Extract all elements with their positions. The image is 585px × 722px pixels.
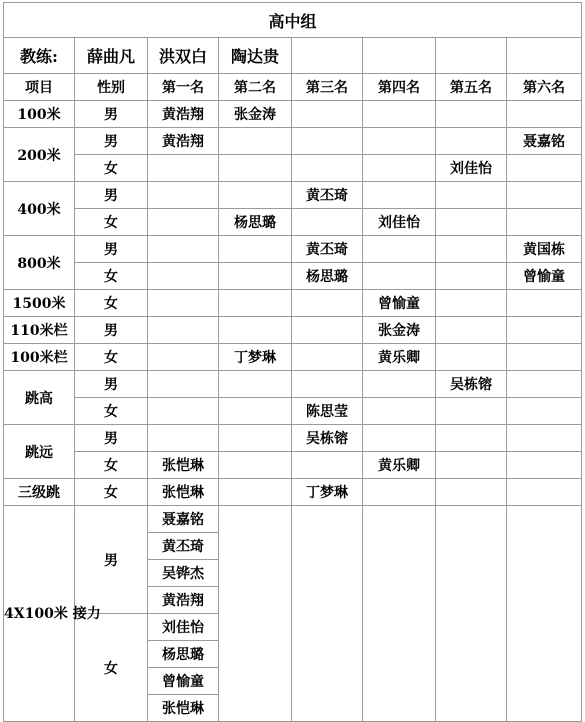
result-cell: 吴栋镕 (436, 371, 507, 398)
result-cell (363, 263, 436, 290)
result-cell (436, 101, 507, 128)
gender-cell: 女 (75, 290, 148, 317)
result-cell: 吴栋镕 (292, 425, 363, 452)
result-cell (219, 317, 292, 344)
result-cell (363, 398, 436, 425)
event-name: 200米 (4, 128, 75, 182)
gender-cell: 女 (75, 209, 148, 236)
result-cell (292, 344, 363, 371)
result-cell (507, 479, 582, 506)
result-cell (292, 290, 363, 317)
result-cell: 张金涛 (363, 317, 436, 344)
table-row (4, 236, 582, 263)
result-cell (507, 452, 582, 479)
event-name: 100米 (4, 101, 75, 128)
relay-member: 黄丕琦 (148, 533, 219, 560)
coach-name: 薛曲凡 (75, 38, 148, 74)
result-cell: 黄乐卿 (363, 452, 436, 479)
table-row (4, 101, 582, 128)
gender-cell: 男 (75, 101, 148, 128)
column-header: 性别 (75, 74, 148, 101)
result-cell: 刘佳怡 (363, 209, 436, 236)
result-cell (436, 398, 507, 425)
result-cell (436, 263, 507, 290)
result-cell: 黄乐卿 (363, 344, 436, 371)
event-name: 1500米 (4, 290, 75, 317)
result-cell (363, 425, 436, 452)
result-cell: 黄浩翔 (148, 101, 219, 128)
table-row (4, 317, 582, 344)
result-cell (436, 425, 507, 452)
result-cell (292, 317, 363, 344)
result-cell (436, 317, 507, 344)
result-cell (219, 236, 292, 263)
table-title: 高中组 (4, 3, 582, 38)
result-cell: 张恺琳 (148, 452, 219, 479)
result-cell (219, 263, 292, 290)
column-header: 第一名 (148, 74, 219, 101)
result-cell (436, 479, 507, 506)
empty-cell (363, 506, 436, 722)
table-row (4, 425, 582, 452)
result-cell (507, 344, 582, 371)
gender-cell: 男 (75, 371, 148, 398)
result-cell (363, 101, 436, 128)
relay-member: 刘佳怡 (148, 614, 219, 641)
column-header: 第五名 (436, 74, 507, 101)
result-cell (507, 155, 582, 182)
result-cell (219, 290, 292, 317)
result-cell (219, 371, 292, 398)
result-cell (219, 479, 292, 506)
event-name: 100米栏 (4, 344, 75, 371)
result-cell (363, 155, 436, 182)
result-cell: 刘佳怡 (436, 155, 507, 182)
gender-cell: 女 (75, 452, 148, 479)
result-cell: 聂嘉铭 (507, 128, 582, 155)
result-cell (219, 398, 292, 425)
result-cell (219, 182, 292, 209)
gender-cell: 男 (75, 128, 148, 155)
table-row (4, 128, 582, 155)
result-cell: 张金涛 (219, 101, 292, 128)
coach-name: 洪双白 (148, 38, 219, 74)
result-cell (148, 344, 219, 371)
table-row (4, 371, 582, 398)
table-row (4, 398, 582, 425)
empty-cell (507, 506, 582, 722)
gender-cell: 男 (75, 317, 148, 344)
gender-cell: 男 (75, 506, 148, 614)
relay-member: 曾愉童 (148, 668, 219, 695)
table-row (4, 344, 582, 371)
column-header: 第二名 (219, 74, 292, 101)
result-cell (148, 263, 219, 290)
result-cell (219, 425, 292, 452)
table-row (4, 290, 582, 317)
event-name: 400米 (4, 182, 75, 236)
result-cell (292, 101, 363, 128)
empty-cell (292, 38, 363, 74)
table-row (4, 182, 582, 209)
results-table (3, 2, 582, 722)
empty-cell (507, 38, 582, 74)
result-cell (436, 452, 507, 479)
result-cell (436, 290, 507, 317)
result-cell (436, 209, 507, 236)
result-cell (507, 101, 582, 128)
empty-cell (436, 38, 507, 74)
result-cell: 黄丕琦 (292, 182, 363, 209)
result-cell (436, 128, 507, 155)
table-row (4, 263, 582, 290)
result-cell (507, 290, 582, 317)
result-cell (292, 209, 363, 236)
result-cell (507, 182, 582, 209)
column-header: 项目 (4, 74, 75, 101)
result-cell (507, 371, 582, 398)
result-cell (363, 371, 436, 398)
result-cell (292, 371, 363, 398)
result-cell: 杨思璐 (219, 209, 292, 236)
relay-member: 吴铧杰 (148, 560, 219, 587)
relay-member: 黄浩翔 (148, 587, 219, 614)
relay-member: 杨思璐 (148, 641, 219, 668)
header-row (4, 74, 582, 101)
result-cell (507, 425, 582, 452)
gender-cell: 女 (75, 263, 148, 290)
result-cell: 黄国栋 (507, 236, 582, 263)
gender-cell: 男 (75, 425, 148, 452)
table-row (4, 506, 582, 533)
column-header: 第四名 (363, 74, 436, 101)
empty-cell (436, 506, 507, 722)
table-row (4, 209, 582, 236)
gender-cell: 男 (75, 236, 148, 263)
result-cell (363, 128, 436, 155)
result-cell (219, 452, 292, 479)
result-cell: 杨思璐 (292, 263, 363, 290)
result-cell: 张恺琳 (148, 479, 219, 506)
relay-member: 聂嘉铭 (148, 506, 219, 533)
table-row (4, 479, 582, 506)
result-cell (219, 128, 292, 155)
result-cell (363, 236, 436, 263)
result-cell (148, 155, 219, 182)
result-cell (148, 236, 219, 263)
result-cell (148, 290, 219, 317)
result-cell: 曾愉童 (507, 263, 582, 290)
gender-cell: 女 (75, 398, 148, 425)
result-cell (507, 398, 582, 425)
result-cell (148, 371, 219, 398)
result-cell (148, 209, 219, 236)
event-name: 三级跳 (4, 479, 75, 506)
gender-cell: 女 (75, 614, 148, 722)
relay-member: 张恺琳 (148, 695, 219, 722)
column-header: 第六名 (507, 74, 582, 101)
result-cell (507, 209, 582, 236)
empty-cell (363, 38, 436, 74)
gender-cell: 女 (75, 155, 148, 182)
result-cell (148, 425, 219, 452)
coach-row (4, 38, 582, 74)
empty-cell (219, 506, 292, 722)
event-name: 跳远 (4, 425, 75, 479)
result-cell: 黄丕琦 (292, 236, 363, 263)
result-cell (292, 155, 363, 182)
result-cell (219, 155, 292, 182)
result-cell (148, 398, 219, 425)
result-cell (436, 182, 507, 209)
event-name: 4X100米 接力 (4, 506, 75, 722)
result-cell: 曾愉童 (363, 290, 436, 317)
result-cell (436, 344, 507, 371)
gender-cell: 男 (75, 182, 148, 209)
result-cell (507, 317, 582, 344)
column-header: 第三名 (292, 74, 363, 101)
coach-label: 教练: (4, 38, 75, 74)
result-cell (292, 452, 363, 479)
event-name: 800米 (4, 236, 75, 290)
coach-name: 陶达贵 (219, 38, 292, 74)
result-cell (436, 236, 507, 263)
result-cell (363, 479, 436, 506)
result-cell: 丁梦琳 (292, 479, 363, 506)
result-cell (148, 317, 219, 344)
table-row (4, 155, 582, 182)
result-cell (363, 182, 436, 209)
result-cell (292, 128, 363, 155)
result-cell (148, 182, 219, 209)
gender-cell: 女 (75, 344, 148, 371)
result-cell: 丁梦琳 (219, 344, 292, 371)
event-name: 110米栏 (4, 317, 75, 344)
table-row (4, 452, 582, 479)
result-cell: 黄浩翔 (148, 128, 219, 155)
title-row (4, 3, 582, 38)
result-cell: 陈思莹 (292, 398, 363, 425)
empty-cell (292, 506, 363, 722)
gender-cell: 女 (75, 479, 148, 506)
event-name: 跳高 (4, 371, 75, 425)
